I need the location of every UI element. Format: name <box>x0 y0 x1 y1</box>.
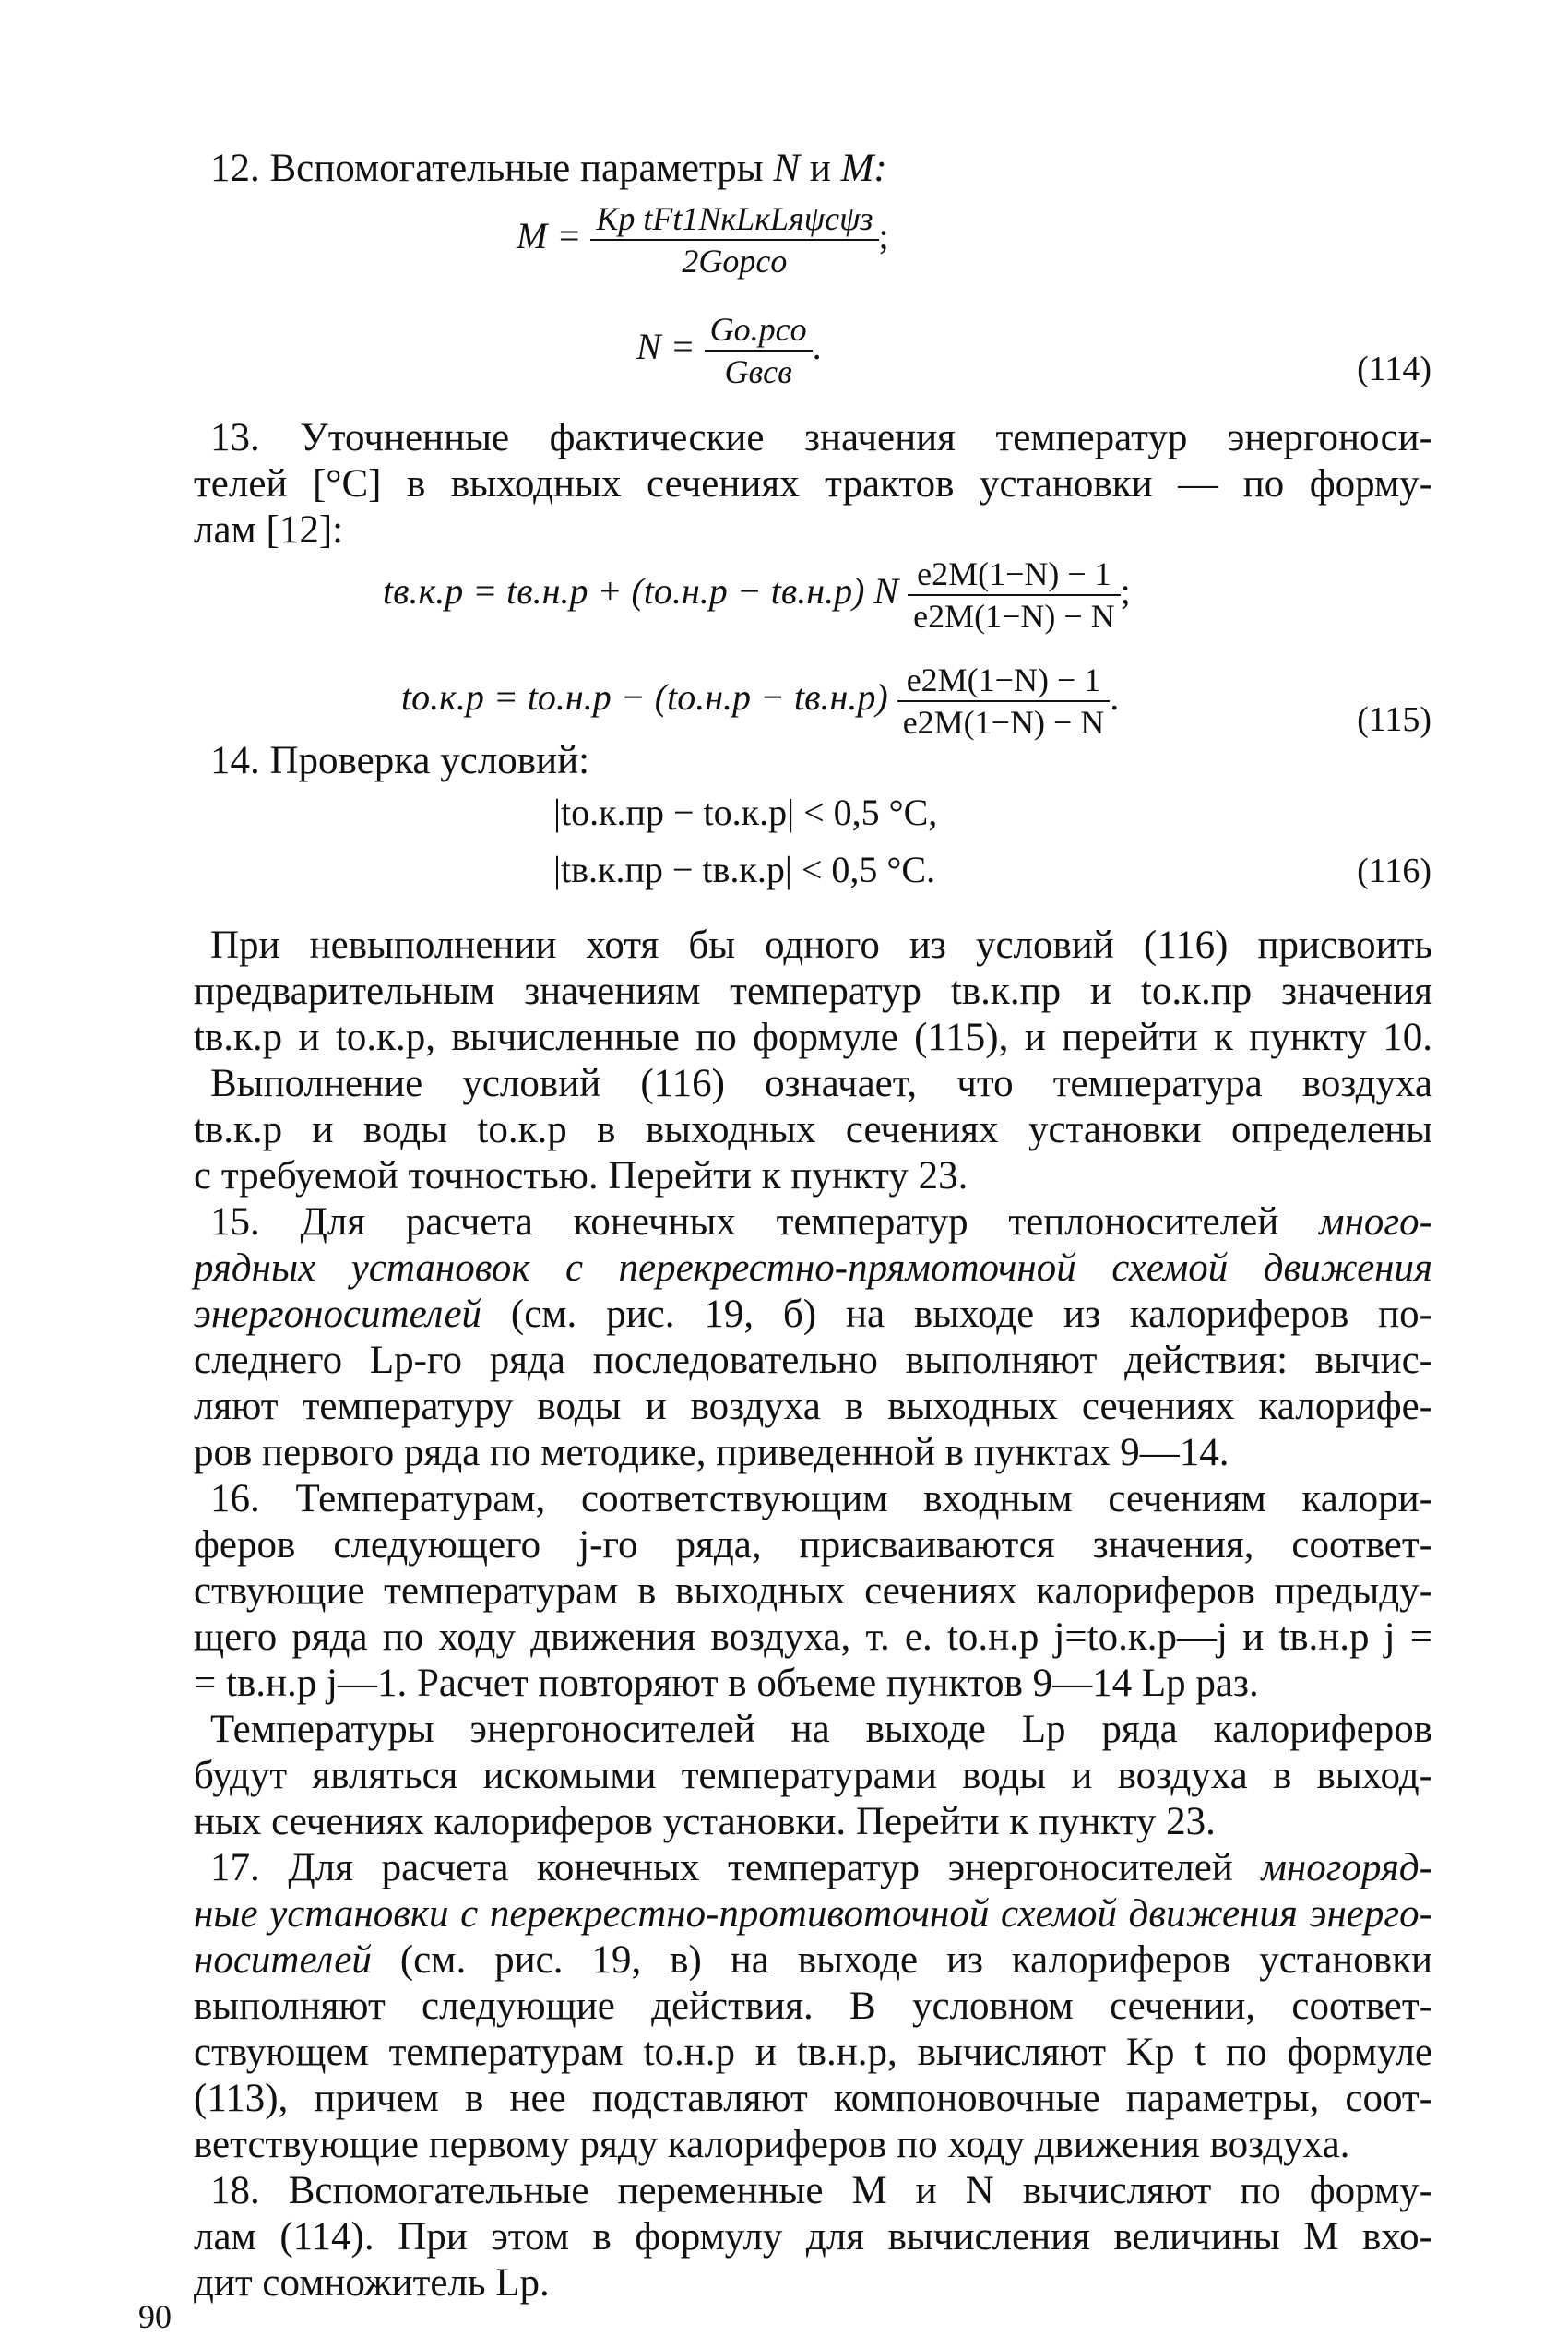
item-15-line-5: ляют температуру воды и воздуха в выходных сечениях калорифе- <box>194 1385 1432 1428</box>
item-17-line-7: ветствующие первому ряду калориферов по ходу движения воздуха. <box>194 2123 1350 2166</box>
item-15-line-1-text: 15. Для расчета конечных температур теплоносителей <box>210 1200 1279 1244</box>
item-15-line-3-italic: энергоносителей <box>194 1293 482 1336</box>
item-15-line-6: ров первого ряда по методике, приведенной в пунктах 9—14. <box>194 1431 1229 1474</box>
item-12-M: M: <box>840 147 887 190</box>
item-12-N: N <box>773 147 801 190</box>
item-12-heading <box>210 146 887 192</box>
item-18-line-3: дит сомножитель Lр. <box>194 2261 550 2305</box>
item-16-line-2: феров следующего j-го ряда, присваиваются значения, соответ- <box>194 1523 1432 1567</box>
item-17-line-6: (113), причем в нее подставляют компоновочные параметры, соот- <box>194 2077 1432 2120</box>
item-15-line-4: следнего Lр-го ряда последовательно выполняют действия: вычис- <box>194 1339 1432 1382</box>
item-15-line-3 <box>194 1292 1432 1338</box>
formula-t-water-out-numerator: e2M(1−N) − 1 <box>906 661 1101 698</box>
item-17-line-2: ные установки с перекрестно-противоточной схемой движения энерго- <box>194 1892 1432 1936</box>
item-18-line-1: 18. Вспомогательные переменные M и N вычисляют по форму- <box>210 2169 1432 2212</box>
formula-M-fraction <box>590 198 878 281</box>
formula-t-water-out: tо.к.р = tо.н.р − (tо.н.р − tв.н.р) $\frac{e2M(1-N) - 1}{e2M(1-N) - N}$ . <box>401 661 1120 741</box>
formula-t-water-out-fraction <box>897 660 1111 743</box>
formula-M-numerator: Kр tFt1NкLкLяψсψз <box>596 200 873 237</box>
item-17-line-4: выполняют следующие действия. В условном сечении, соответ- <box>194 1984 1432 2028</box>
formula-t-air-out: tв.к.р = tв.н.р + (tо.н.р − tв.н.р) N $\frac{e2M(1-N) - 1}{e2M(1-N) - N}$ ; <box>383 555 1131 635</box>
item-13-line-3: лам [12]: <box>194 508 344 552</box>
item-16-line-3: ствующие температурам в выходных сечениях калориферов предыду- <box>194 1569 1432 1613</box>
para-3-line-3: ных сечениях калориферов установки. Перейти к пункту 23. <box>194 1800 1216 1843</box>
para-2-line-1: Выполнение условий (116) означает, что температура воздуха <box>210 1062 1432 1105</box>
item-13-line-2: телей [°С] в выходных сечениях трактов установки — по форму- <box>194 462 1432 506</box>
para-1-line-3: tв.к.р и tо.к.р, вычисленные по формуле (115), и перейти к пункту 10. <box>194 1016 1432 1059</box>
item-17-line-5: ствующем температурам tо.н.р и tв.н.р, вычисляют Kр t по формуле <box>194 2031 1432 2074</box>
formula-N-fraction <box>705 309 813 392</box>
formula-M: M = $\frac{\text{Kр tFt1NкLкLяψсψз}}{\text{2Gорcо}}$ ; <box>517 200 889 280</box>
equation-number-114: (114) <box>1357 350 1431 388</box>
item-18-line-2: лам (114). При этом в формулу для вычисления величины M вхо- <box>194 2215 1432 2259</box>
item-16-line-1: 16. Температурам, соответствующим входным сечениям калори- <box>210 1477 1432 1520</box>
formula-t-air-out-denominator: e2M(1−N) − N <box>908 594 1121 637</box>
formula-M-lhs: M = <box>517 215 582 257</box>
item-13-line-1: 13. Уточненные фактические значения температур энергоноси- <box>210 416 1432 459</box>
formula-N-denominator: Gвcв <box>705 350 813 392</box>
formula-t-air-out-numerator: e2M(1−N) − 1 <box>917 555 1111 592</box>
formula-t-air-out-fraction <box>908 554 1121 637</box>
formula-N-numerator: Gо.рcо <box>709 311 807 348</box>
formula-t-air-out-lhs: tв.к.р = tв.н.р + (tо.н.р − tв.н.р) N <box>383 570 899 613</box>
item-12-and: и <box>809 147 831 190</box>
condition-water: |tо.к.пр − tо.к.р| < 0,5 °С, <box>553 792 938 833</box>
para-2-line-3: с требуемой точностью. Перейти к пункту 23. <box>194 1154 968 1198</box>
formula-t-water-out-denominator: e2M(1−N) − N <box>897 700 1111 743</box>
item-16-line-4: щего ряда по ходу движения воздуха, т. е. tо.н.р j=tо.к.р—j и tв.н.р j = <box>194 1615 1432 1659</box>
formula-N: N = $\frac{\text{Gо.рcо}}{\text{Gвcв}}$ . <box>636 311 822 390</box>
item-17-line-1-text: 17. Для расчета конечных температур энергоносителей <box>210 1846 1233 1889</box>
item-14-heading: 14. Проверка условий: <box>210 739 590 782</box>
item-17-line-3 <box>194 1937 1432 1984</box>
para-2-line-2: tв.к.р и воды tо.к.р в выходных сечениях установки определены <box>194 1108 1432 1151</box>
para-1-line-2: предварительным значениям температур tв.к.пр и tо.к.пр значения <box>194 970 1432 1013</box>
para-3-line-2: будут являться искомыми температурами воды и воздуха в выход- <box>194 1754 1432 1797</box>
item-15-line-1 <box>210 1199 1432 1245</box>
equation-number-116: (116) <box>1357 852 1431 890</box>
formula-t-water-out-lhs: tо.к.р = tо.н.р − (tо.н.р − tв.н.р) <box>401 676 888 719</box>
item-17-line-3-italic: носителей <box>194 1938 372 1982</box>
page-number: 90 <box>138 2298 172 2335</box>
item-15-line-1-italic: много- <box>1319 1200 1432 1244</box>
para-3-line-1: Температуры энергоносителей на выходе Lр ряда калориферов <box>210 1708 1432 1751</box>
item-12-text: 12. Вспомогательные параметры <box>210 147 764 190</box>
formula-N-lhs: N = <box>636 326 695 368</box>
item-17-line-1 <box>210 1845 1432 1891</box>
condition-air: |tв.к.пр − tв.к.р| < 0,5 °С. <box>553 849 936 890</box>
item-15-line-2: рядных установок с перекрестно-прямоточной схемой движения <box>194 1246 1432 1290</box>
item-15-line-3-text: (см. рис. 19, б) на выходе из калориферов по- <box>510 1293 1433 1336</box>
item-16-line-5: = tв.н.р j—1. Расчет повторяют в объеме пунктов 9—14 Lр раз. <box>194 1662 1259 1705</box>
formula-M-denominator: 2Gорcо <box>590 239 878 281</box>
item-17-line-1-italic: многоряд- <box>1261 1846 1432 1889</box>
equation-number-115: (115) <box>1357 700 1431 739</box>
para-1-line-1: При невыполнении хотя бы одного из условий (116) присвоить <box>210 924 1432 967</box>
item-17-line-3-text: (см. рис. 19, в) на выходе из калориферов установки <box>399 1938 1433 1982</box>
